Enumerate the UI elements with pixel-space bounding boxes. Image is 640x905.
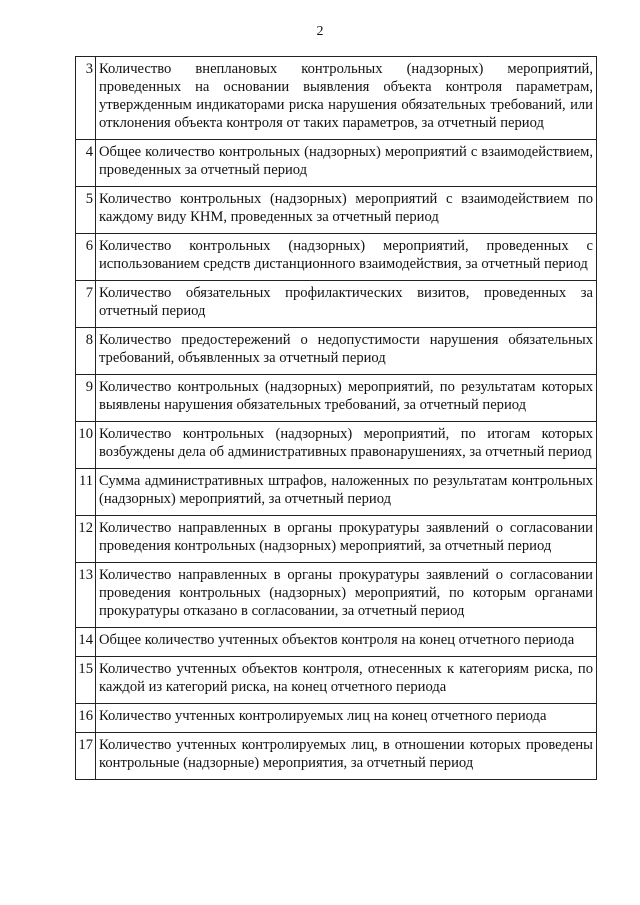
row-number: 16 bbox=[76, 704, 96, 733]
row-text: Количество учтенных контролируемых лиц на конец отчетного периода bbox=[96, 704, 597, 733]
page-number: 2 bbox=[316, 24, 324, 39]
row-number: 11 bbox=[76, 469, 96, 516]
table-row bbox=[76, 187, 597, 234]
row-text: Общее количество контрольных (надзорных) мероприятий с взаимодействием, проведенных за отчетный период bbox=[96, 140, 597, 187]
row-text: Количество обязательных профилактических визитов, проведенных за отчетный период bbox=[96, 281, 597, 328]
row-number: 13 bbox=[76, 563, 96, 628]
table-row bbox=[76, 704, 597, 733]
table-row bbox=[76, 628, 597, 657]
table-row bbox=[76, 516, 597, 563]
table-row bbox=[76, 422, 597, 469]
table-row bbox=[76, 328, 597, 375]
row-text: Количество учтенных контролируемых лиц, в отношении которых проведены контрольные (надзорные) мероприятия, за отчетный период bbox=[96, 733, 597, 780]
row-number: 10 bbox=[76, 422, 96, 469]
row-number: 7 bbox=[76, 281, 96, 328]
row-number: 5 bbox=[76, 187, 96, 234]
row-text: Сумма административных штрафов, наложенных по результатам контрольных (надзорных) мероприятий, за отчетный период bbox=[96, 469, 597, 516]
row-number: 3 bbox=[76, 57, 96, 140]
row-number: 8 bbox=[76, 328, 96, 375]
table-row bbox=[76, 234, 597, 281]
row-text: Количество учтенных объектов контроля, отнесенных к категориям риска, по каждой из категорий риска, на конец отчетного периода bbox=[96, 657, 597, 704]
row-number: 4 bbox=[76, 140, 96, 187]
row-number: 15 bbox=[76, 657, 96, 704]
row-text: Количество предостережений о недопустимости нарушения обязательных требований, объявленных за отчетный период bbox=[96, 328, 597, 375]
table-row bbox=[76, 281, 597, 328]
table-row bbox=[76, 657, 597, 704]
row-number: 17 bbox=[76, 733, 96, 780]
row-number: 14 bbox=[76, 628, 96, 657]
row-number: 12 bbox=[76, 516, 96, 563]
row-text: Количество направленных в органы прокуратуры заявлений о согласовании проведения контрольных (надзорных) мероприятий, по которым органами прокуратуры отказано в согласовании, за отчетный период bbox=[96, 563, 597, 628]
table-row bbox=[76, 733, 597, 780]
row-text: Количество контрольных (надзорных) мероприятий, по итогам которых возбуждены дела об административных правонарушениях, за отчетный период bbox=[96, 422, 597, 469]
table-row bbox=[76, 140, 597, 187]
table-row bbox=[76, 57, 597, 140]
table-row bbox=[76, 375, 597, 422]
row-text: Общее количество учтенных объектов контроля на конец отчетного периода bbox=[96, 628, 597, 657]
row-text: Количество направленных в органы прокуратуры заявлений о согласовании проведения контрольных (надзорных) мероприятий, за отчетный период bbox=[96, 516, 597, 563]
row-text: Количество контрольных (надзорных) мероприятий, проведенных с использованием средств дистанционного взаимодействия, за отчетный период bbox=[96, 234, 597, 281]
row-text: Количество контрольных (надзорных) мероприятий, по результатам которых выявлены нарушения обязательных требований, за отчетный период bbox=[96, 375, 597, 422]
table-row bbox=[76, 563, 597, 628]
row-text: Количество контрольных (надзорных) мероприятий с взаимодействием по каждому виду КНМ, проведенных за отчетный период bbox=[96, 187, 597, 234]
row-number: 6 bbox=[76, 234, 96, 281]
indicators-table bbox=[75, 56, 597, 780]
row-text: Количество внеплановых контрольных (надзорных) мероприятий, проведенных на основании выявления объекта контроля параметрам, утвержденным индикаторами риска нарушения обязательных требований, или отклонения объекта контроля от таких параметров, за отчетный период bbox=[96, 57, 597, 140]
table-row bbox=[76, 469, 597, 516]
row-number: 9 bbox=[76, 375, 96, 422]
